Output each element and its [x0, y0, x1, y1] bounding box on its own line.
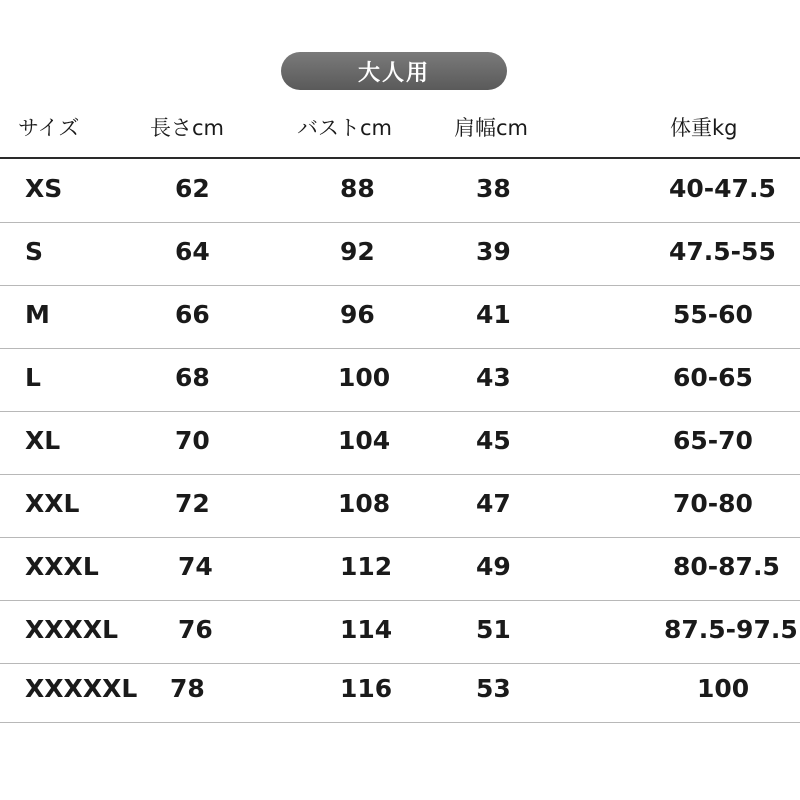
cell-weight: 47.5-55	[669, 237, 776, 266]
cell-bust: 96	[340, 300, 375, 329]
header-divider	[0, 157, 800, 159]
cell-shoulder: 39	[476, 237, 511, 266]
header-weight: 体重kg	[670, 116, 738, 140]
cell-length: 68	[175, 363, 210, 392]
cell-length: 72	[175, 489, 210, 518]
cell-shoulder: 45	[476, 426, 511, 455]
cell-weight: 60-65	[673, 363, 753, 392]
cell-bust: 114	[340, 615, 393, 644]
cell-size: XL	[25, 426, 61, 455]
cell-bust: 112	[340, 552, 393, 581]
table-row	[0, 349, 800, 412]
cell-size: L	[25, 363, 41, 392]
cell-length: 66	[175, 300, 210, 329]
cell-bust: 104	[338, 426, 391, 455]
cell-bust: 88	[340, 174, 375, 203]
header-length: 長さcm	[150, 116, 225, 140]
cell-weight: 40-47.5	[669, 174, 776, 203]
cell-length: 76	[178, 615, 213, 644]
cell-bust: 100	[338, 363, 391, 392]
table-row	[0, 412, 800, 475]
cell-size: XXXXXL	[25, 674, 138, 703]
cell-weight: 55-60	[673, 300, 753, 329]
cell-shoulder: 43	[476, 363, 511, 392]
header-bust: バストcm	[297, 116, 393, 140]
table-row	[0, 160, 800, 223]
header-shoulder: 肩幅cm	[454, 116, 529, 140]
cell-length: 64	[175, 237, 210, 266]
cell-weight: 100	[697, 674, 750, 703]
cell-length: 78	[170, 674, 205, 703]
cell-bust: 116	[340, 674, 393, 703]
cell-length: 62	[175, 174, 210, 203]
cell-size: XXXL	[25, 552, 99, 581]
table-row	[0, 475, 800, 538]
cell-shoulder: 47	[476, 489, 511, 518]
cell-shoulder: 51	[476, 615, 511, 644]
cell-weight: 70-80	[673, 489, 753, 518]
cell-size: XXL	[25, 489, 80, 518]
table-row	[0, 538, 800, 601]
cell-size: XXXXL	[25, 615, 119, 644]
cell-size: M	[25, 300, 50, 329]
table-row	[0, 601, 800, 664]
cell-length: 70	[175, 426, 210, 455]
cell-bust: 92	[340, 237, 375, 266]
table-row	[0, 660, 800, 723]
cell-shoulder: 38	[476, 174, 511, 203]
cell-size: XS	[25, 174, 63, 203]
cell-length: 74	[178, 552, 213, 581]
table-row	[0, 223, 800, 286]
cell-weight: 80-87.5	[673, 552, 780, 581]
cell-size: S	[25, 237, 44, 266]
header-size: サイズ	[18, 116, 80, 140]
cell-shoulder: 41	[476, 300, 511, 329]
cell-shoulder: 53	[476, 674, 511, 703]
cell-weight: 65-70	[673, 426, 753, 455]
cell-bust: 108	[338, 489, 391, 518]
cell-weight: 87.5-97.5	[664, 615, 798, 644]
cell-shoulder: 49	[476, 552, 511, 581]
table-title: 大人用	[281, 52, 507, 90]
row-divider	[0, 722, 800, 723]
table-row	[0, 286, 800, 349]
